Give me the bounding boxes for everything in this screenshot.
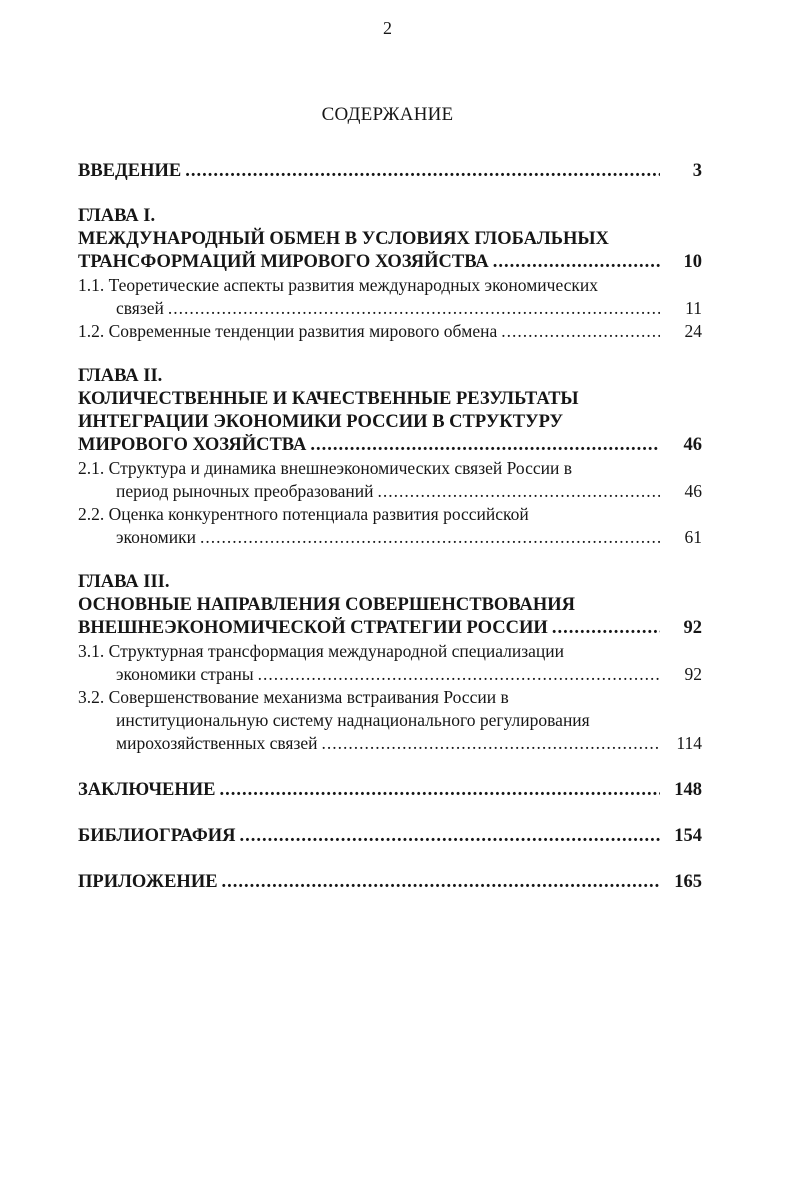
chapter-title: ИНТЕГРАЦИИ ЭКОНОМИКИ РОССИИ В СТРУКТУРУ	[78, 412, 564, 432]
leader-dots	[258, 663, 660, 686]
toc-entry-section-2-2[interactable]	[78, 526, 702, 549]
leader-dots	[222, 871, 660, 894]
toc-title: СОДЕРЖАНИЕ	[321, 104, 454, 125]
chapter-title: МИРОВОГО ХОЗЯЙСТВА	[78, 435, 307, 455]
toc-page-number: 61	[684, 527, 702, 547]
section-title: экономики страны	[116, 664, 254, 684]
toc-entry-bibliography[interactable]	[78, 825, 702, 848]
toc-entry-label: ЗАКЛЮЧЕНИЕ	[78, 780, 216, 800]
toc-entry-section-1-1[interactable]	[78, 297, 702, 320]
toc-entry-chapter-1[interactable]	[78, 251, 702, 274]
toc-page-number: 165	[674, 872, 702, 892]
toc-entry-label: БИБЛИОГРАФИЯ	[78, 826, 236, 846]
toc-page-number: 3	[692, 161, 702, 181]
leader-dots	[310, 434, 660, 457]
section-title: мирохозяйственных связей	[116, 733, 318, 753]
leader-dots	[200, 526, 660, 549]
leader-dots	[378, 480, 660, 503]
toc-page-number: 11	[685, 298, 702, 318]
toc-entry-section-3-1[interactable]	[78, 663, 702, 686]
toc-entry-section-1-2[interactable]	[78, 320, 702, 343]
section-title: 1.2. Современные тенденции развития мирового обмена	[78, 321, 498, 341]
toc-page-number: 46	[683, 435, 702, 455]
toc-page-number: 24	[684, 321, 702, 341]
toc-entry-label: ПРИЛОЖЕНИЕ	[78, 872, 218, 892]
chapter-title: ВНЕШНЕЭКОНОМИЧЕСКОЙ СТРАТЕГИИ РОССИИ	[78, 618, 548, 638]
chapter-heading: ГЛАВА I.	[78, 206, 156, 226]
leader-dots	[322, 732, 660, 755]
section-title: 2.1. Структура и динамика внешнеэкономических связей России в	[78, 458, 573, 478]
leader-dots	[185, 160, 660, 183]
toc-entry-appendix[interactable]	[78, 871, 702, 894]
toc-page-number: 92	[683, 618, 702, 638]
toc-entry-section-2-1[interactable]	[78, 480, 702, 503]
leader-dots	[552, 617, 660, 640]
toc-page-number: 46	[684, 481, 702, 501]
section-title: 2.2. Оценка конкурентного потенциала развития российской	[78, 504, 529, 524]
chapter-title: МЕЖДУНАРОДНЫЙ ОБМЕН В УСЛОВИЯХ ГЛОБАЛЬНЫХ	[78, 229, 609, 249]
chapter-title: КОЛИЧЕСТВЕННЫЕ И КАЧЕСТВЕННЫЕ РЕЗУЛЬТАТЫ	[78, 389, 579, 409]
leader-dots	[168, 297, 660, 320]
section-title: 1.1. Теоретические аспекты развития международных экономических	[78, 275, 599, 295]
toc-entry-chapter-2[interactable]	[78, 434, 702, 457]
toc-entry-label: ВВЕДЕНИЕ	[78, 161, 182, 181]
chapter-heading: ГЛАВА III.	[78, 572, 170, 592]
chapter-heading: ГЛАВА II.	[78, 366, 163, 386]
toc-page-number: 92	[684, 664, 702, 684]
section-title: экономики	[116, 527, 196, 547]
section-title: связей	[116, 298, 164, 318]
section-title: институциональную систему наднационального регулирования	[116, 710, 590, 730]
chapter-title: ОСНОВНЫЕ НАПРАВЛЕНИЯ СОВЕРШЕНСТВОВАНИЯ	[78, 595, 575, 615]
table-of-contents	[78, 160, 702, 894]
leader-dots	[501, 320, 660, 343]
section-title: 3.1. Структурная трансформация международной специализации	[78, 641, 565, 661]
toc-entry-intro[interactable]	[78, 160, 702, 183]
toc-entry-conclusion[interactable]	[78, 779, 702, 802]
toc-page-number: 10	[683, 252, 702, 272]
toc-page-number: 154	[674, 826, 702, 846]
page-number: 2	[383, 18, 392, 38]
leader-dots	[220, 779, 661, 802]
leader-dots	[240, 825, 661, 848]
toc-entry-chapter-3[interactable]	[78, 617, 702, 640]
chapter-title: ТРАНСФОРМАЦИЙ МИРОВОГО ХОЗЯЙСТВА	[78, 252, 489, 272]
toc-entry-section-3-2[interactable]	[78, 732, 702, 755]
toc-page-number: 114	[676, 733, 702, 753]
section-title: период рыночных преобразований	[116, 481, 374, 501]
toc-page-number: 148	[674, 780, 702, 800]
section-title: 3.2. Совершенствование механизма встраивания России в	[78, 687, 509, 707]
leader-dots	[493, 251, 660, 274]
